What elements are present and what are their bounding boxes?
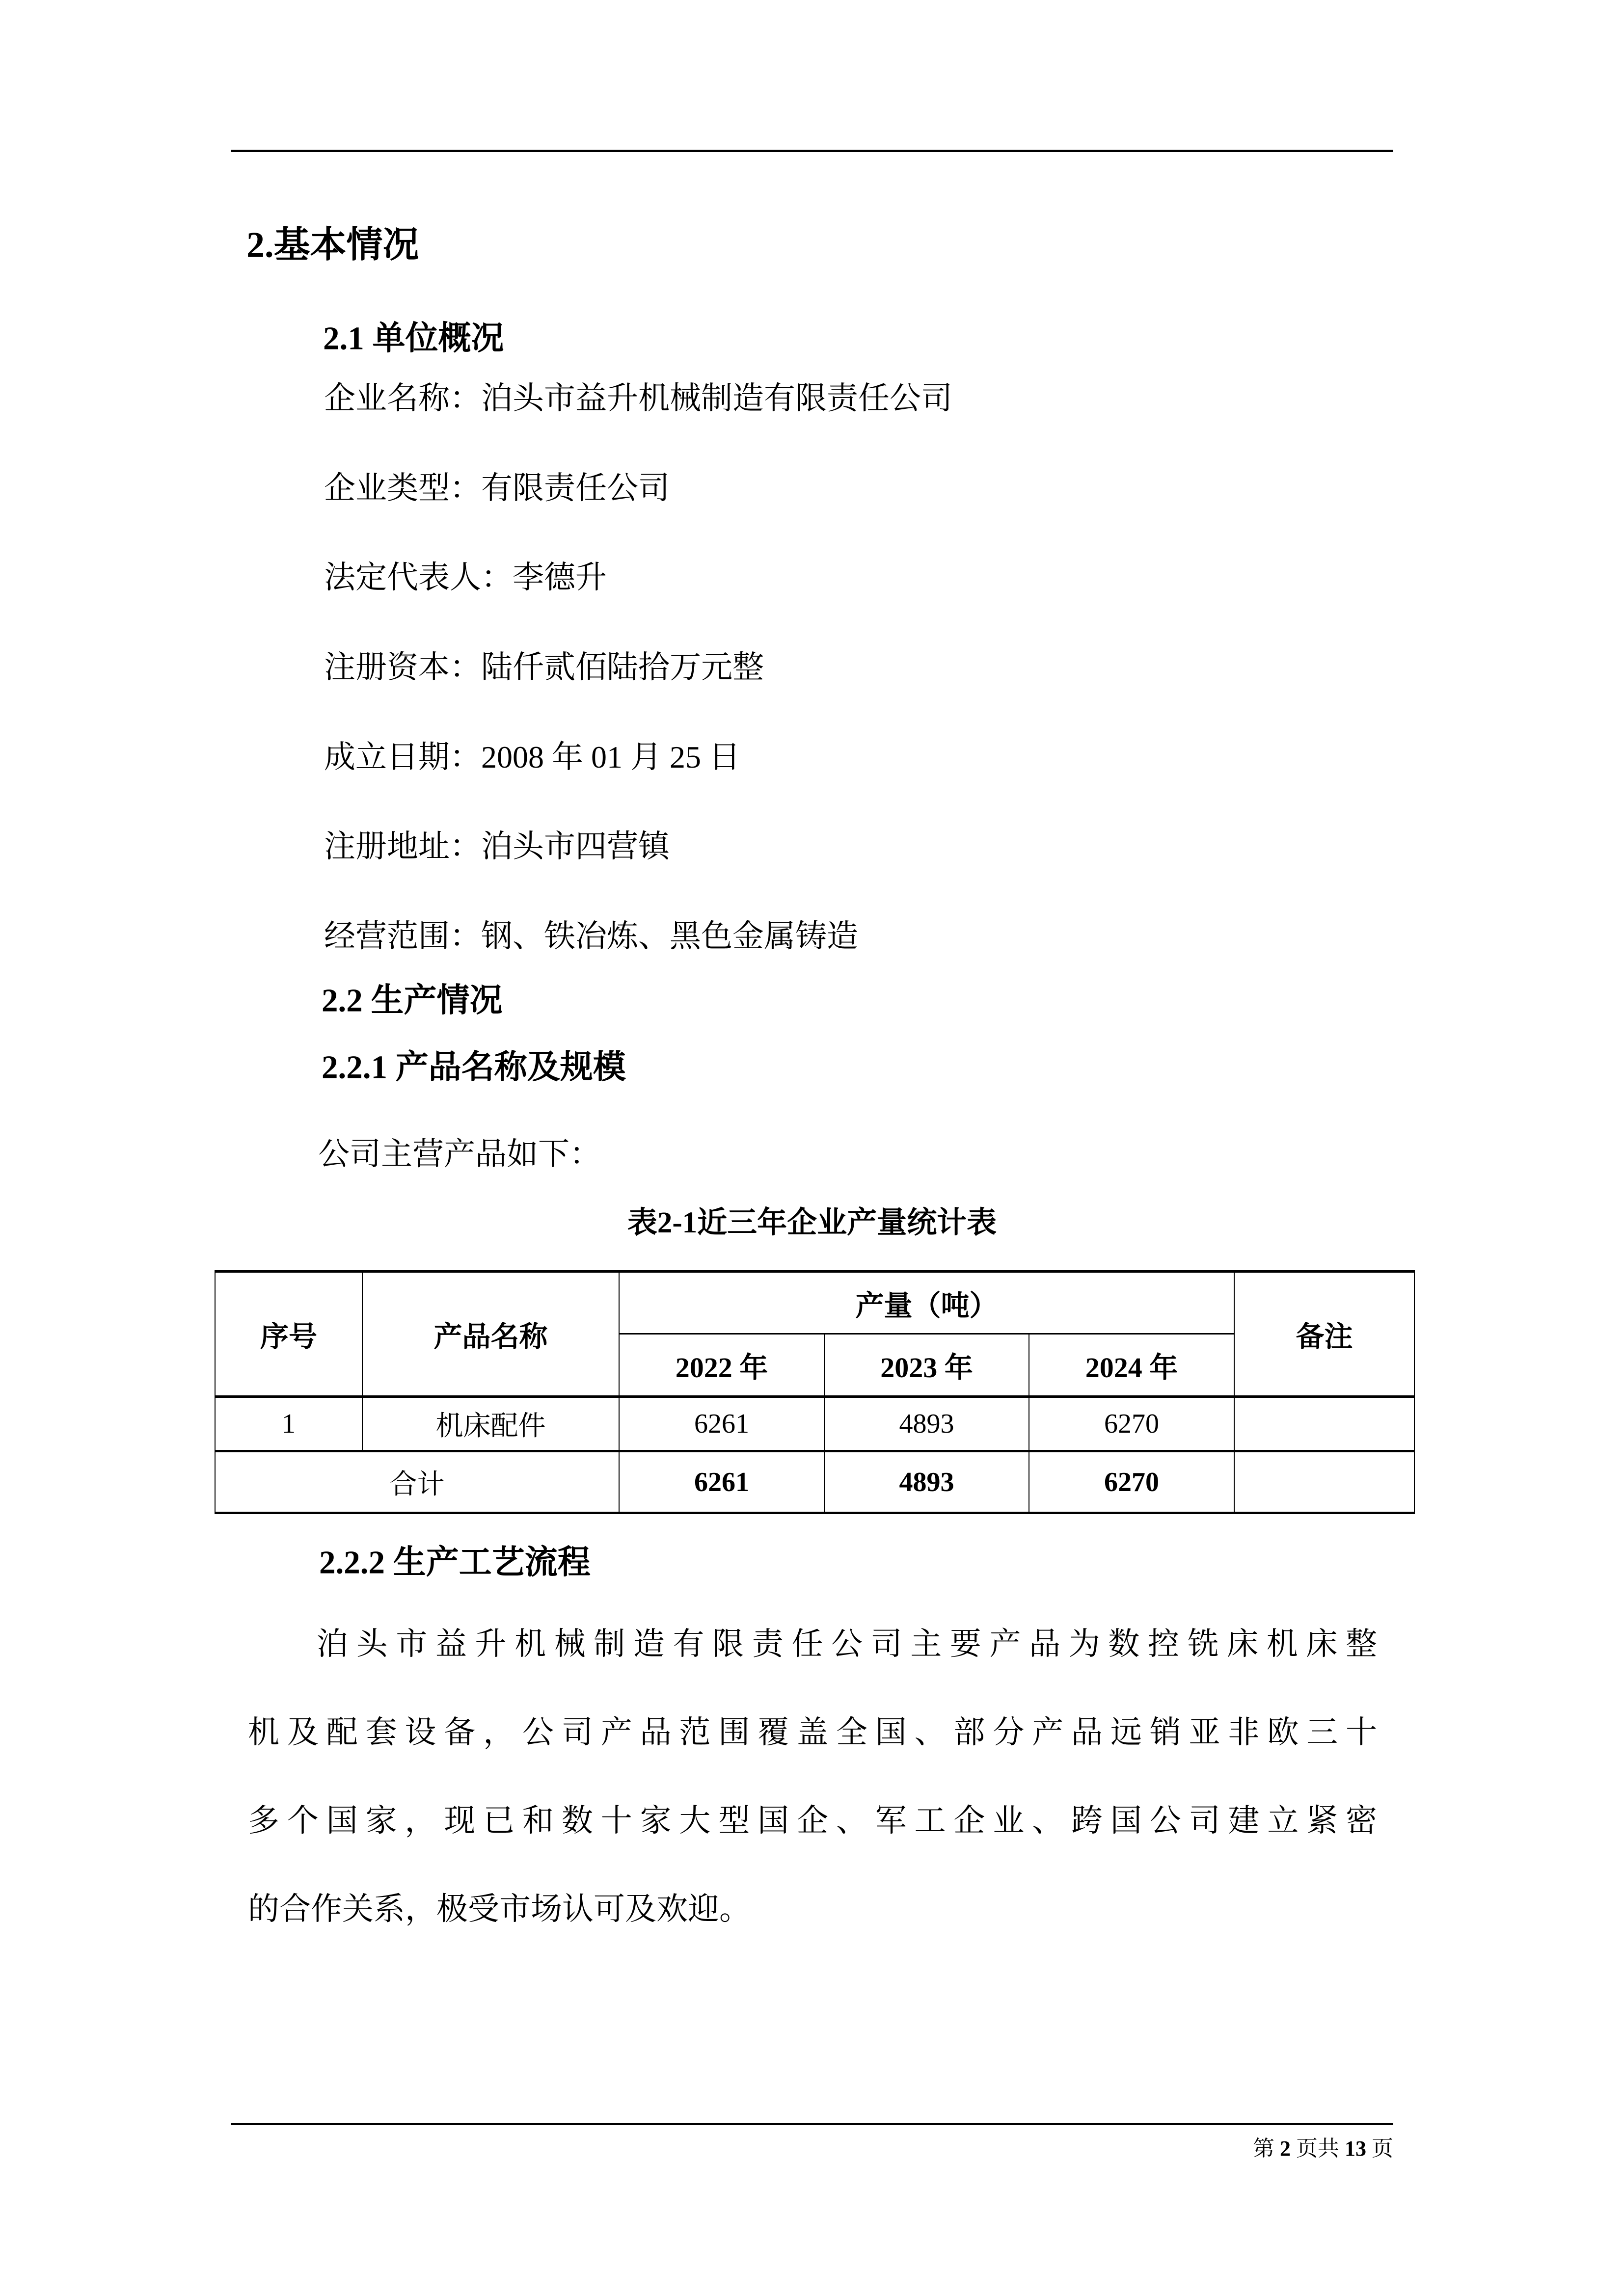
heading-2-basic-info: 2.基本情况 bbox=[246, 225, 419, 266]
header-cell-product: 产品名称 bbox=[362, 1272, 619, 1397]
info-line-company-type: 企业类型：有限责任公司 bbox=[324, 471, 670, 506]
footer-prefix: 第 bbox=[1253, 2136, 1274, 2161]
cell-total-2022: 6261 bbox=[619, 1451, 824, 1513]
paragraph-line-3: 多个国家，现已和数十家大型国企、军工企业、跨国公司建立紧密 bbox=[248, 1803, 1377, 1839]
table-row bbox=[215, 1397, 1414, 1451]
paragraph-line-4: 的合作关系，极受市场认可及欢迎。 bbox=[248, 1892, 751, 1927]
cell-total-2024: 6270 bbox=[1029, 1451, 1234, 1513]
paragraph-line-1: 泊头市益升机械制造有限责任公司主要产品为数控铣床机床整 bbox=[317, 1627, 1377, 1662]
info-line-registered-address: 注册地址：泊头市四营镇 bbox=[324, 829, 670, 864]
paragraph-line-2: 机及配套设备，公司产品范围覆盖全国、部分产品远销亚非欧三十 bbox=[248, 1715, 1377, 1750]
header-cell-year-2022: 2022 年 bbox=[619, 1334, 824, 1397]
cell-total-2023: 4893 bbox=[824, 1451, 1029, 1513]
cell-total-note bbox=[1234, 1451, 1414, 1513]
footer-middle: 页共 bbox=[1296, 2136, 1339, 2161]
heading-2-2-production: 2.2 生产情况 bbox=[322, 982, 503, 1019]
table-caption: 表2-1近三年企业产量统计表 bbox=[627, 1206, 997, 1239]
cell-total-label: 合计 bbox=[215, 1451, 619, 1513]
cell-note bbox=[1234, 1397, 1414, 1451]
header-cell-year-2023: 2023 年 bbox=[824, 1334, 1029, 1397]
info-line-establish-date: 成立日期：2008 年 01 月 25 日 bbox=[324, 740, 740, 775]
footer-rule bbox=[231, 2123, 1393, 2125]
cell-yield-2024: 6270 bbox=[1029, 1397, 1234, 1451]
cell-row-index: 1 bbox=[215, 1397, 362, 1451]
heading-2-2-1-product-scale: 2.2.1 产品名称及规模 bbox=[322, 1049, 626, 1086]
header-cell-index: 序号 bbox=[215, 1272, 362, 1397]
page-number-footer bbox=[231, 2131, 1393, 2162]
production-table bbox=[215, 1270, 1415, 1514]
header-rule bbox=[231, 150, 1393, 152]
lead-main-products: 公司主营产品如下： bbox=[318, 1137, 601, 1172]
header-cell-yield: 产量（吨） bbox=[619, 1272, 1234, 1334]
heading-2-1-unit-overview: 2.1 单位概况 bbox=[323, 320, 504, 357]
cell-yield-2023: 4893 bbox=[824, 1397, 1029, 1451]
info-line-legal-representative: 法定代表人：李德升 bbox=[324, 560, 607, 595]
header-cell-year-2024: 2024 年 bbox=[1029, 1334, 1234, 1397]
cell-product-name: 机床配件 bbox=[362, 1397, 619, 1451]
footer-total-pages: 13 bbox=[1345, 2136, 1366, 2161]
footer-current-page: 2 bbox=[1280, 2136, 1291, 2161]
table-total-row bbox=[215, 1451, 1414, 1513]
info-line-registered-capital: 注册资本：陆仟贰佰陆拾万元整 bbox=[324, 650, 764, 685]
footer-suffix: 页 bbox=[1372, 2136, 1393, 2161]
info-line-company-name: 企业名称：泊头市益升机械制造有限责任公司 bbox=[324, 381, 952, 416]
header-cell-note: 备注 bbox=[1234, 1272, 1414, 1397]
heading-2-2-2-process: 2.2.2 生产工艺流程 bbox=[319, 1544, 591, 1581]
cell-yield-2022: 6261 bbox=[619, 1397, 824, 1451]
info-line-business-scope: 经营范围：钢、铁冶炼、黑色金属铸造 bbox=[324, 919, 858, 954]
